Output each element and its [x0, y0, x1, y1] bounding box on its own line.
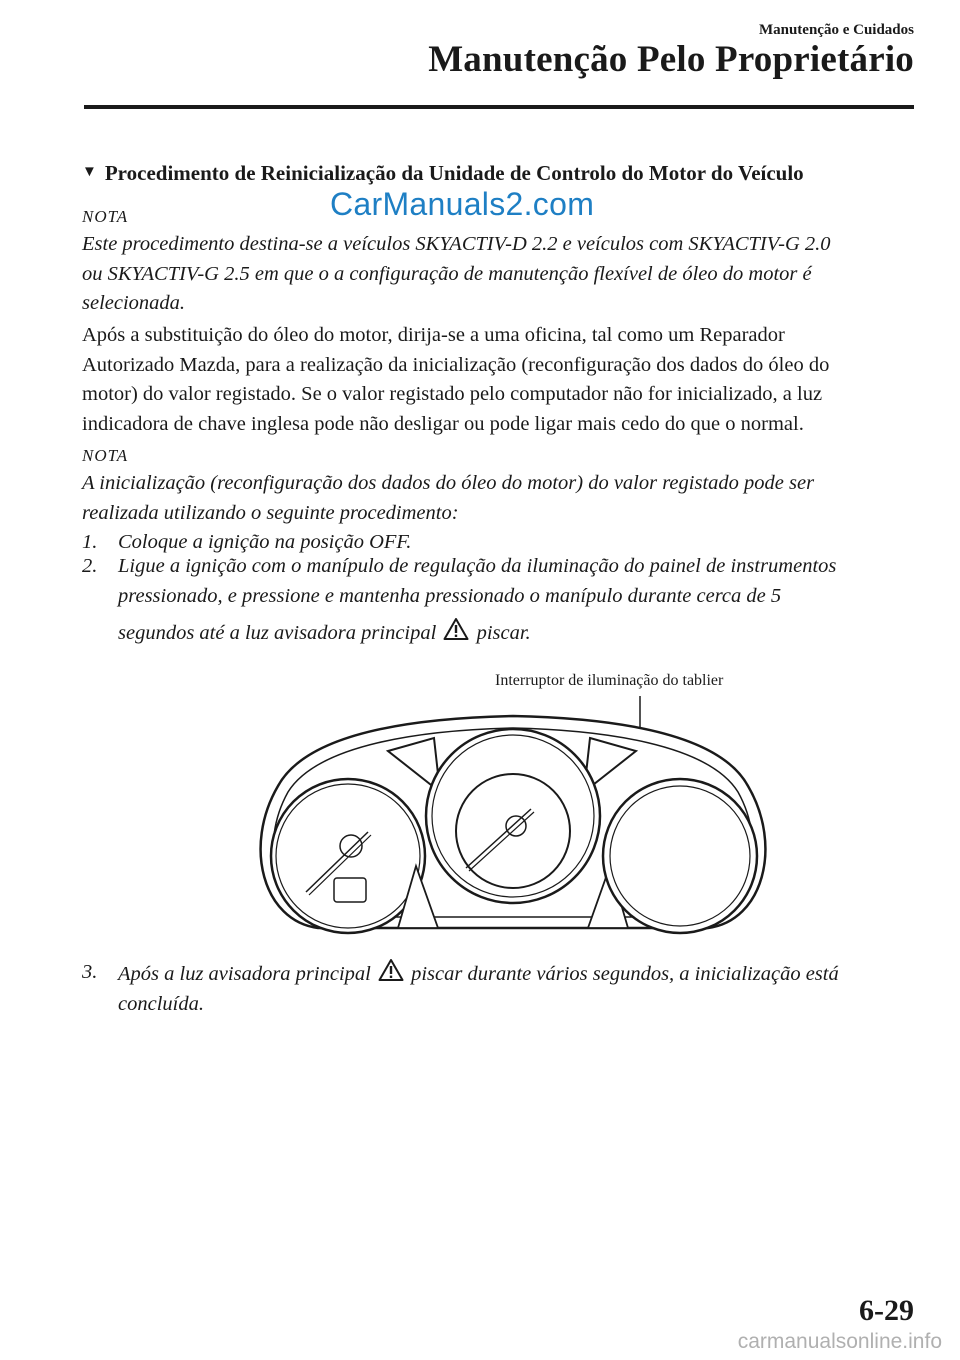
page-title: Manutenção Pelo Proprietário: [428, 39, 914, 80]
note-1-line: Este procedimento destina-se a veículos SKYACTIV-D 2.2 e veículos com SKYACTIV-G 2.0: [82, 233, 831, 255]
body-line: Após a substituição do óleo do motor, dirija-se a uma oficina, tal como um Reparador: [82, 324, 785, 346]
step-3: [82, 958, 922, 1028]
callout-label: Interruptor de iluminação do tablier: [495, 672, 724, 689]
note-2-line: A inicialização (reconfiguração dos dados do óleo do motor) do valor registado pode ser: [82, 472, 815, 494]
section-marker-icon: ▼: [82, 164, 97, 180]
body-line: indicadora de chave inglesa pode não desligar ou pode ligar mais cedo do que o normal.: [82, 412, 804, 435]
step-text: Após a luz avisadora principal: [118, 963, 371, 985]
step-text: pressionado, e pressione e mantenha pressionado o manípulo durante cerca de 5: [118, 584, 782, 607]
step-text: Ligue a ignição com o manípulo de regulação da iluminação do painel de instrumentos: [118, 555, 837, 577]
right-gauge: [603, 779, 757, 933]
section-heading: [82, 161, 804, 186]
note-label: NOTA: [82, 446, 129, 465]
instrument-cluster-illustration: [248, 696, 778, 946]
note-2-line: realizada utilizando o seguinte procedimento:: [82, 501, 459, 524]
body-line: Autorizado Mazda, para a realização da inicialização (reconfiguração dos dados do óleo do: [82, 353, 830, 376]
footer-watermark: carmanualsonline.info: [737, 1330, 942, 1353]
step-number: 2.: [82, 555, 98, 577]
step-number: 3.: [82, 961, 98, 983]
body-line: motor) do valor registado. Se o valor registado pelo computador não for inicializado, a luz: [82, 383, 823, 405]
step-text: Coloque a ignição na posição OFF.: [118, 531, 412, 553]
note-2-text: [82, 469, 922, 528]
body-paragraph: [82, 321, 922, 439]
note-1-line: ou SKYACTIV-G 2.5 em que o a configuração de manutenção flexível de óleo do motor é: [82, 262, 812, 285]
step-text: segundos até a luz avisadora principal: [118, 622, 437, 644]
header-divider: [84, 105, 914, 109]
step-number: 1.: [82, 531, 98, 553]
step-text: piscar durante vários segundos, a inicialização está: [411, 963, 839, 985]
step-text-line: [118, 958, 922, 990]
chapter-title: Manutenção e Cuidados: [758, 22, 914, 38]
step-text: concluída.: [118, 992, 204, 1015]
page-number: 6-29: [859, 1294, 914, 1327]
note-1-text: [82, 230, 922, 319]
note-1-line: selecionada.: [82, 292, 186, 314]
watermark-text: CarManuals2.com: [330, 186, 595, 222]
note-label: NOTA: [82, 207, 129, 226]
warning-triangle-icon: [443, 617, 469, 641]
step-2: [82, 552, 922, 652]
step-text-line: [118, 617, 922, 649]
section-title: Procedimento de Reinicialização da Unidade de Controlo do Motor do Veículo: [104, 161, 804, 185]
left-gauge-display: [334, 878, 366, 902]
warning-triangle-icon: [378, 958, 404, 982]
step-text: piscar.: [476, 622, 531, 644]
